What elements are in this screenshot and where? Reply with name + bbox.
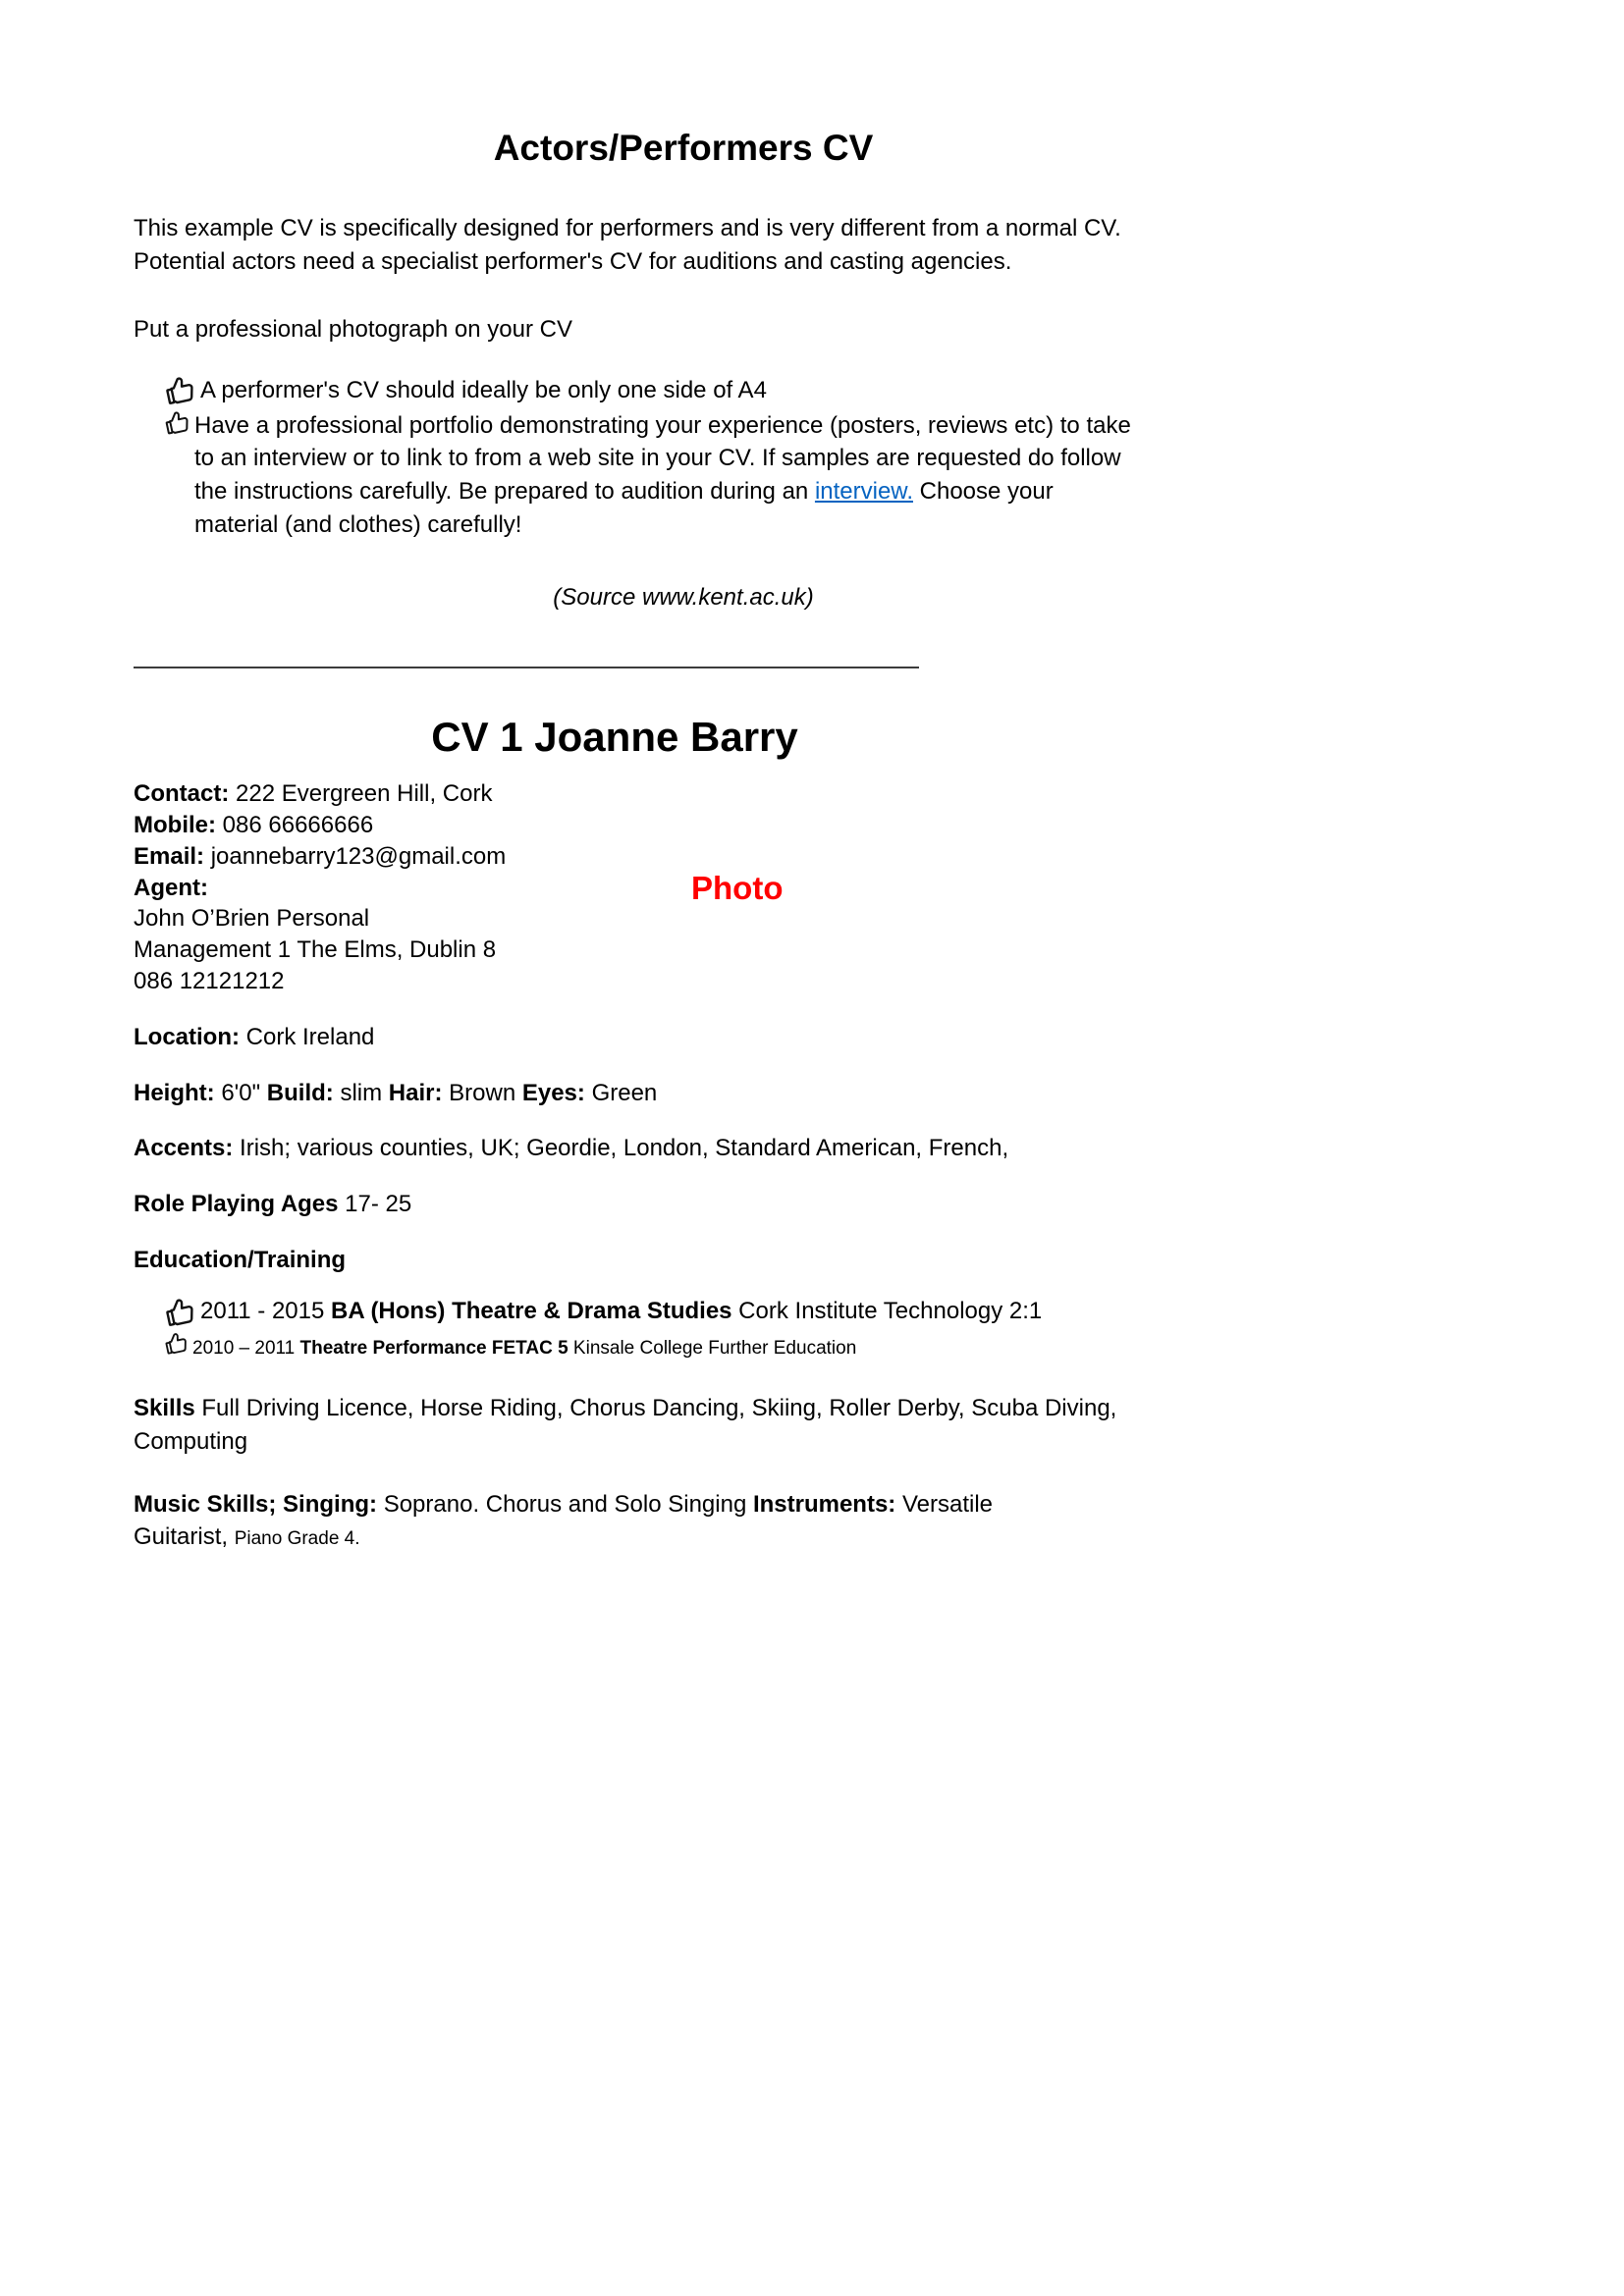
tip-item-1 bbox=[163, 374, 1233, 407]
eyes-value: Green bbox=[591, 1079, 658, 1106]
education-heading: Education/Training bbox=[134, 1246, 347, 1273]
source-note: (Source www.kent.ac.uk) bbox=[553, 584, 814, 612]
agent-address-line: 086 12121212 bbox=[134, 967, 285, 994]
skills-value: Full Driving Licence, Horse Riding, Chorus Dancing, Skiing, Roller Derby, Scuba Diving, Computing bbox=[134, 1395, 1117, 1456]
hair-label: Hair: bbox=[388, 1079, 443, 1106]
instruments-value: Versatile Guitarist, bbox=[134, 1490, 994, 1551]
education-dates: 2011 - 2015 bbox=[200, 1297, 331, 1324]
role-ages-value: 17- 25 bbox=[345, 1191, 412, 1218]
mobile-value: 086 66666666 bbox=[222, 811, 374, 838]
contact-line bbox=[134, 780, 1233, 809]
education-item bbox=[163, 1331, 1233, 1363]
height-value: 6'0" bbox=[221, 1079, 261, 1106]
tip-text-segment: Choose your material (and clothes) carefully! bbox=[194, 477, 1054, 538]
education-list bbox=[134, 1296, 1233, 1363]
photo-placeholder: Photo bbox=[691, 869, 784, 906]
stats-line bbox=[134, 1080, 1233, 1108]
agent-label: Agent: bbox=[134, 874, 208, 901]
cv-heading: CV 1 Joanne Barry bbox=[431, 714, 798, 761]
skills-paragraph bbox=[134, 1392, 1223, 1458]
photo-instruction: Put a professional photograph on your CV bbox=[134, 316, 572, 344]
location-line bbox=[134, 1024, 1233, 1052]
build-label: Build: bbox=[266, 1079, 334, 1106]
thumbs-up-icon bbox=[160, 368, 202, 410]
instruments-label: Instruments: bbox=[752, 1490, 896, 1518]
build-value: slim bbox=[340, 1079, 383, 1106]
email-line bbox=[134, 843, 1233, 872]
piano-grade-note: Piano Grade 4. bbox=[234, 1528, 360, 1550]
tip-item-2 bbox=[163, 409, 1233, 541]
education-item bbox=[163, 1296, 1233, 1329]
eyes-label: Eyes: bbox=[521, 1079, 585, 1106]
horizontal-rule bbox=[134, 667, 919, 668]
thumbs-up-icon bbox=[160, 1291, 202, 1333]
thumbs-up-icon bbox=[160, 1326, 192, 1359]
location-value: Cork Ireland bbox=[245, 1023, 375, 1050]
thumbs-up-icon bbox=[160, 404, 195, 440]
interview-link[interactable]: interview. bbox=[814, 477, 913, 505]
education-course: BA (Hons) Theatre & Drama Studies bbox=[331, 1297, 732, 1324]
agent-address-line: John O’Brien Personal bbox=[134, 905, 370, 933]
music-skills-paragraph bbox=[134, 1488, 1056, 1554]
height-label: Height: bbox=[134, 1079, 215, 1106]
role-ages-label: Role Playing Ages bbox=[134, 1191, 339, 1218]
education-institution: Kinsale College Further Education bbox=[568, 1337, 857, 1359]
tip-text-segment: Have a professional portfolio demonstrating your experience (posters, reviews etc) to take to an interview or to link to from a web site in your CV. If samples are requested do follow the instructions carefully. Be prepared to audition during an bbox=[194, 411, 1131, 505]
contact-label: Contact: bbox=[134, 780, 230, 808]
email-label: Email: bbox=[134, 842, 205, 870]
education-text bbox=[200, 1296, 1042, 1327]
education-dates: 2010 – 2011 bbox=[192, 1337, 300, 1359]
mobile-label: Mobile: bbox=[134, 811, 216, 838]
tip-text bbox=[194, 409, 1137, 541]
accents-line bbox=[134, 1135, 1233, 1163]
music-skills-value: Soprano. Chorus and Solo Singing bbox=[377, 1490, 753, 1518]
skills-label: Skills bbox=[134, 1395, 195, 1422]
education-text bbox=[192, 1335, 856, 1363]
intro-paragraph: This example CV is specifically designed for performers and is very different from a normal CV. Potential actors need a specialist performer's CV for auditions and casting agencies. bbox=[134, 215, 1121, 275]
email-value: joannebarry123@gmail.com bbox=[210, 842, 507, 870]
contact-block bbox=[134, 780, 1233, 996]
hair-value: Brown bbox=[449, 1079, 516, 1106]
music-skills-label: Music Skills; Singing: bbox=[134, 1490, 378, 1518]
education-course: Theatre Performance FETAC 5 bbox=[299, 1337, 568, 1359]
agent-address-line: Management 1 The Elms, Dublin 8 bbox=[134, 936, 497, 964]
agent-address bbox=[134, 905, 1233, 995]
education-institution: Cork Institute Technology 2:1 bbox=[731, 1297, 1043, 1324]
accents-value: Irish; various counties, UK; Geordie, London, Standard American, French, bbox=[240, 1135, 1009, 1162]
tip-text: A performer's CV should ideally be only one side of A4 bbox=[200, 376, 767, 403]
location-label: Location: bbox=[134, 1023, 240, 1050]
contact-value: 222 Evergreen Hill, Cork bbox=[236, 780, 493, 808]
role-ages-line bbox=[134, 1191, 1233, 1219]
accents-label: Accents: bbox=[134, 1135, 234, 1162]
mobile-line bbox=[134, 812, 1233, 840]
agent-line bbox=[134, 869, 1233, 906]
document-title: Actors/Performers CV bbox=[493, 128, 874, 168]
